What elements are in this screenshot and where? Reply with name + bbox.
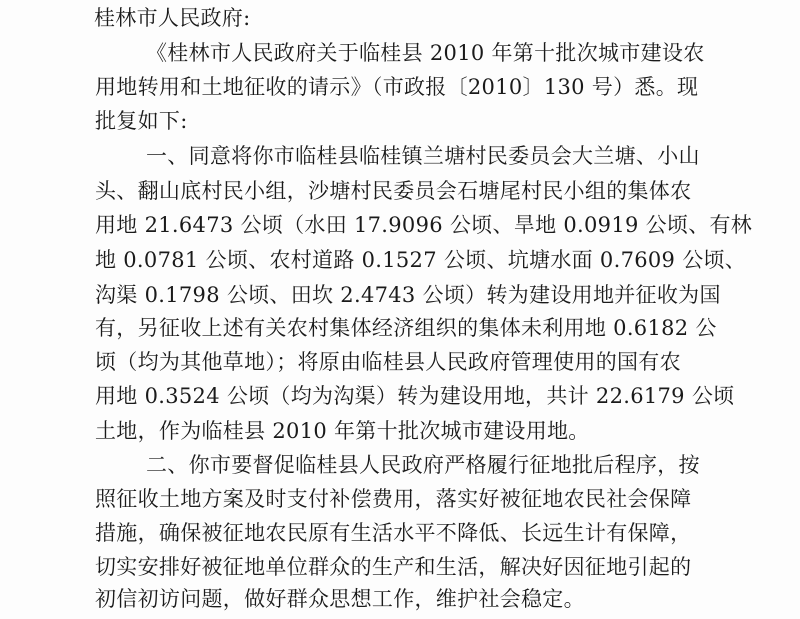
clause-2-line-3: 措施，确保被征地农民原有生活水平不降低、长远生计有保障， — [95, 521, 692, 545]
clause-1-line-5: 沟渠 0.1798 公顷、田坎 2.4743 公顷）转为建设用地并征收为国 — [95, 283, 721, 307]
clause-1-line-2: 头、翻山底村民小组，沙塘村民委员会石塘尾村民小组的集体农 — [95, 179, 692, 203]
salutation-line: 桂林市人民政府: — [94, 6, 251, 30]
clause-1-line-6: 有，另征收上述有关农村集体经济组织的集体未利用地 0.6182 公 — [95, 316, 717, 340]
clause-1-line-8: 用地 0.3524 公顷（均为沟渠）转为建设用地，共计 22.6179 公顷 — [95, 384, 735, 408]
clause-2-line-1: 二、你市要督促临桂县人民政府严格履行征地批后程序，按 — [146, 453, 700, 477]
clause-1-line-7: 顷（均为其他草地）；将原由临桂县人民政府管理使用的国有农 — [95, 350, 681, 374]
clause-2-line-2: 照征收土地方案及时支付补偿费用，落实好被征地农民社会保障 — [95, 487, 692, 511]
reference-line-2: 用地转用和土地征收的请示》（市政报〔2010〕130 号）悉。现 — [95, 75, 699, 99]
clause-2-line-5: 初信初访问题，做好群众思想工作，维护社会稳定。 — [95, 587, 585, 611]
reference-line-1: 《桂林市人民政府关于临桂县 2010 年第十批次城市建设农 — [146, 41, 705, 65]
clause-1-line-3: 用地 21.6473 公顷（水田 17.9096 公顷、旱地 0.0919 公顷、有林 — [95, 213, 753, 237]
clause-1-line-4: 地 0.0781 公顷、农村道路 0.1527 公顷、坑塘水面 0.7609 公顷、 — [95, 248, 747, 272]
clause-2-line-4: 切实安排好被征地单位群众的生产和生活，解决好因征地引起的 — [95, 555, 692, 579]
clause-1-line-1: 一、同意将你市临桂县临桂镇兰塘村民委员会大兰塘、小山 — [146, 144, 700, 168]
clause-1-line-9: 土地，作为临桂县 2010 年第十批次城市建设用地。 — [95, 419, 590, 443]
reference-line-3: 批复如下: — [95, 109, 188, 133]
